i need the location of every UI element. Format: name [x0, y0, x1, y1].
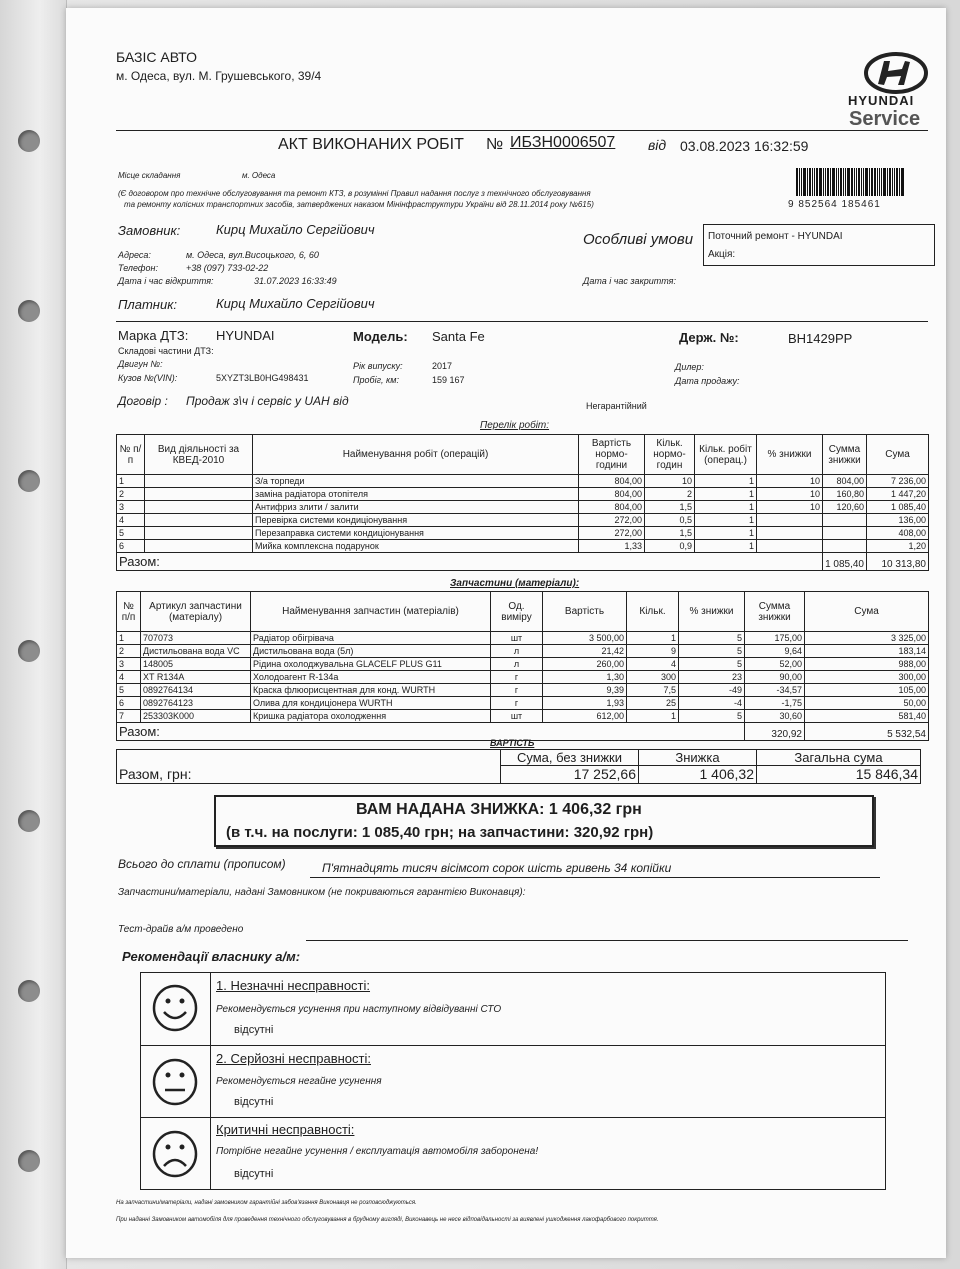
warranty-status: Негарантійний	[586, 401, 647, 411]
parts-cell: 581,40	[805, 710, 929, 723]
parts-cell: 1,93	[543, 697, 627, 710]
punch-hole	[18, 300, 40, 322]
parts-cell: 260,00	[543, 658, 627, 671]
discount-line1: ВАМ НАДАНА ЗНИЖКА: 1 406,32 грн	[356, 801, 642, 818]
footer-line2: При наданні Замовником автомобіля для проведення технічного обслуговування в брудному вигляді, Виконавець не несе відповідальності за виявлені ушкодження лакофарбового покриття.	[116, 1217, 659, 1223]
contract-value: Продаж з\ч і сервіс у UAH від	[186, 394, 349, 408]
parts-cell: шт	[491, 632, 543, 645]
works-cell: 2	[645, 488, 695, 501]
closed-label: Дата і час закриття:	[583, 276, 676, 286]
works-cell: 1 447,20	[867, 488, 929, 501]
parts-header: Кільк.	[627, 592, 679, 632]
works-cell	[145, 488, 253, 501]
works-cell: заміна радіатора отопітеля	[253, 488, 579, 501]
works-cell: 120,60	[823, 501, 867, 514]
cost-discount: 1 406,32	[639, 766, 757, 784]
parts-cell: 4	[627, 658, 679, 671]
punch-hole	[18, 980, 40, 1002]
parts-cell: 300	[627, 671, 679, 684]
barcode-bar	[865, 168, 868, 196]
parts-header: Вартість	[543, 592, 627, 632]
works-header: Кільк. нормо-годин	[645, 435, 695, 475]
parts-cell: -4	[679, 697, 745, 710]
legal-note-line2: та ремонту колісних транспортних засобів, затверджених наказом Мінінфраструктури України від 28.11.2014 року №615)	[124, 200, 594, 209]
company-address: м. Одеса, вул. М. Грушевського, 39/4	[116, 69, 322, 83]
payer-label: Платник:	[118, 297, 177, 312]
works-cell: 1	[695, 540, 757, 553]
works-cell: 804,00	[579, 475, 645, 488]
barcode-bar	[896, 168, 898, 196]
barcode-bar	[803, 168, 806, 196]
barcode-bar	[801, 168, 802, 196]
punch-hole	[18, 130, 40, 152]
works-cell: 0,5	[645, 514, 695, 527]
rec-critical-desc: Потрібне негайне усунення / експлуатація автомобіля заборонена!	[216, 1146, 539, 1157]
barcode-bar	[845, 168, 846, 196]
cost-header-discount: Знижка	[639, 750, 757, 766]
parts-cell: 253303K000	[141, 710, 251, 723]
parts-header: % знижки	[679, 592, 745, 632]
works-total-discount: 1 085,40	[823, 553, 867, 571]
parts-header: Сума	[805, 592, 929, 632]
parts-cell: 0892764134	[141, 684, 251, 697]
barcode-bar	[892, 168, 893, 196]
barcode-bar	[819, 168, 822, 196]
works-header: % знижки	[757, 435, 823, 475]
punch-hole	[18, 1150, 40, 1172]
works-cell: Перевірка системи кондиціонування	[253, 514, 579, 527]
parts-total-discount: 320,92	[745, 723, 805, 741]
barcode-bar	[883, 168, 886, 196]
works-cell: 1	[695, 501, 757, 514]
barcode-bar	[894, 168, 895, 196]
works-cell: 804,00	[823, 475, 867, 488]
works-cell: 408,00	[867, 527, 929, 540]
parts-cell: Рідина охолоджувальна GLACELF PLUS G11	[251, 658, 491, 671]
model-value: Santa Fe	[432, 329, 485, 344]
works-caption: Перелік робіт:	[480, 420, 550, 431]
works-cell: 1 085,40	[867, 501, 929, 514]
rec-serious-value: відсутні	[234, 1096, 274, 1108]
binder-strip	[0, 0, 67, 1269]
plate-value: ВН1429РР	[788, 331, 853, 346]
cost-table	[116, 749, 921, 784]
parts-header: Од. виміру	[491, 592, 543, 632]
promo-label: Акція:	[708, 249, 736, 260]
works-header: Вартість нормо-години	[579, 435, 645, 475]
parts-row	[117, 632, 929, 645]
works-cell: 4	[117, 514, 145, 527]
barcode-bar	[863, 168, 864, 196]
barcode-bar	[825, 168, 826, 196]
contract-label: Договір :	[118, 394, 168, 408]
barcode-bar	[812, 168, 813, 196]
parts-caption: Запчастини (матеріали):	[450, 578, 580, 589]
parts-cell: 0892764123	[141, 697, 251, 710]
cost-header-nodiscount: Сума, без знижки	[501, 750, 639, 766]
parts-row	[117, 658, 929, 671]
parts-cell: 9	[627, 645, 679, 658]
rec-minor-desc: Рекомендується усунення при наступному відвідуванні СТО	[216, 1004, 502, 1015]
parts-cell: -34,57	[745, 684, 805, 697]
rec-serious-desc: Рекомендується негайне усунення	[216, 1076, 382, 1087]
barcode-bar	[887, 168, 888, 196]
vin-label: Кузов №(VIN):	[118, 373, 178, 383]
parts-table	[116, 591, 929, 741]
discount-line2: (в т.ч. на послуги: 1 085,40 грн; на запчастини: 320,92 грн)	[226, 824, 654, 841]
brand-service: Service	[849, 108, 921, 130]
parts-cell: 1	[117, 632, 141, 645]
works-cell	[757, 527, 823, 540]
barcode-bar	[877, 168, 878, 196]
address-value: м. Одеса, вул.Висоцького, 6, 60	[186, 250, 319, 260]
works-cell: 10	[645, 475, 695, 488]
parts-label: Складові частини ДТЗ:	[118, 346, 214, 356]
works-cell: 804,00	[579, 488, 645, 501]
parts-cell: 6	[117, 697, 141, 710]
parts-cell: 9,64	[745, 645, 805, 658]
works-cell	[823, 514, 867, 527]
parts-cell: 9,39	[543, 684, 627, 697]
parts-cell: 3 325,00	[805, 632, 929, 645]
works-header: № п/п	[117, 435, 145, 475]
year-value: 2017	[432, 361, 453, 371]
works-table	[116, 434, 929, 571]
works-cell	[757, 540, 823, 553]
barcode-bar	[843, 168, 844, 196]
parts-cell: шт	[491, 710, 543, 723]
works-row	[117, 501, 929, 514]
parts-cell: 707073	[141, 632, 251, 645]
works-header: Вид діяльності за КВЕД-2010	[145, 435, 253, 475]
phone-value: +38 (097) 733-02-22	[186, 263, 269, 273]
works-row	[117, 488, 929, 501]
works-cell: 804,00	[579, 501, 645, 514]
opened-value: 31.07.2023 16:33:49	[254, 276, 337, 286]
address-label: Адреса:	[118, 250, 151, 260]
works-header: Сума	[867, 435, 929, 475]
payment-value: П'ятнадцять тисяч вісімсот сорок шість гривень 34 копійки	[322, 861, 672, 875]
rec-critical-title: Критичні несправності:	[216, 1122, 355, 1137]
parts-header: Сумма знижки	[745, 592, 805, 632]
parts-cell: 183,14	[805, 645, 929, 658]
works-cell: 2	[117, 488, 145, 501]
barcode-bar	[816, 168, 818, 196]
parts-cell: Холодоагент R-134а	[251, 671, 491, 684]
works-total-sum: 10 313,80	[867, 553, 929, 571]
barcode-bar	[881, 168, 882, 196]
make-value: HYUNDAI	[216, 328, 275, 343]
barcode-bar	[879, 168, 880, 196]
parts-cell: 1	[627, 632, 679, 645]
barcode-bar	[809, 168, 811, 196]
parts-cell: г	[491, 697, 543, 710]
recommendations-title: Рекомендації власнику а/м:	[122, 949, 301, 964]
parts-cell: 7,5	[627, 684, 679, 697]
parts-header: Найменування запчастин (матеріалів)	[251, 592, 491, 632]
parts-total-label: Разом:	[117, 723, 745, 741]
vin-value: 5XYZT3LB0HG498431	[216, 373, 309, 383]
works-cell: Мийка комплексна подарунок	[253, 540, 579, 553]
sad-face-icon	[152, 1130, 198, 1178]
barcode-bar	[874, 168, 876, 196]
parts-cell: 5	[679, 710, 745, 723]
barcode-digits: 9 852564 185461	[788, 199, 881, 210]
parts-cell: Краска флюорисцентная для конд. WURTH	[251, 684, 491, 697]
works-cell: 1	[695, 475, 757, 488]
parts-cell: Олива для кондиціонера WURTH	[251, 697, 491, 710]
barcode-bar	[840, 168, 842, 196]
parts-cell: 25	[627, 697, 679, 710]
parts-cell: 148005	[141, 658, 251, 671]
barcode-bar	[796, 168, 798, 196]
works-total-label: Разом:	[117, 553, 823, 571]
barcode-bar	[838, 168, 839, 196]
customer-label: Замовник:	[118, 223, 181, 238]
parts-cell: 4	[117, 671, 141, 684]
works-cell: 272,00	[579, 514, 645, 527]
footer-line1: На запчастини/матеріали, надані замовником гарантійні забов'язання Виконавця не розповсюджуються.	[116, 1200, 417, 1206]
works-cell: 1,33	[579, 540, 645, 553]
cost-header-total: Загальна сума	[757, 750, 921, 766]
works-cell	[145, 475, 253, 488]
parts-cell: 3	[117, 658, 141, 671]
parts-cell: 5	[679, 645, 745, 658]
parts-cell: 5	[679, 658, 745, 671]
parts-cell: 105,00	[805, 684, 929, 697]
neutral-face-icon	[152, 1058, 198, 1106]
works-cell: 6	[117, 540, 145, 553]
cost-row-label: Разом, грн:	[117, 766, 501, 784]
legal-note-line1: (Є договором про технічне обслуговування та ремонт КТЗ, в розумінні Правил надання послуг з технічного обслуговування	[118, 189, 591, 198]
parts-cell: л	[491, 645, 543, 658]
document-page	[66, 8, 946, 1258]
works-cell: 1	[695, 527, 757, 540]
works-cell: 0,9	[645, 540, 695, 553]
works-cell	[823, 527, 867, 540]
test-drive-label: Тест-драйв а/м проведено	[118, 924, 244, 935]
barcode-bar	[856, 168, 857, 196]
parts-cell: Радіатор обігрівача	[251, 632, 491, 645]
parts-cell: -49	[679, 684, 745, 697]
parts-cell: 50,00	[805, 697, 929, 710]
parts-cell: г	[491, 671, 543, 684]
parts-row	[117, 684, 929, 697]
mileage-label: Пробіг, км:	[353, 375, 399, 385]
act-number-label: №	[486, 136, 504, 153]
works-header: Найменування робіт (операцій)	[253, 435, 579, 475]
works-cell: 5	[117, 527, 145, 540]
parts-cell: 52,00	[745, 658, 805, 671]
customer-parts-note: Запчастини/матеріали, надані Замовником (не покриваються гарантією Виконавця):	[118, 887, 526, 898]
works-header: Сумма знижки	[823, 435, 867, 475]
company-name: БАЗІС АВТО	[116, 49, 197, 65]
parts-row	[117, 645, 929, 658]
works-row	[117, 514, 929, 527]
parts-cell: 988,00	[805, 658, 929, 671]
parts-row	[117, 710, 929, 723]
special-label: Особливі умови	[583, 231, 694, 248]
works-row	[117, 527, 929, 540]
barcode-bar	[830, 168, 831, 196]
works-cell: 1	[695, 488, 757, 501]
payer-name: Кирц Михайло Сергійович	[216, 296, 375, 311]
place-label: Місце складання	[118, 171, 181, 180]
barcode-bar	[901, 168, 904, 196]
place-value: м. Одеса	[242, 171, 276, 180]
act-date: 03.08.2023 16:32:59	[680, 138, 809, 154]
hyundai-logo-icon	[864, 52, 928, 94]
works-cell: 10	[757, 501, 823, 514]
parts-cell: 300,00	[805, 671, 929, 684]
rec-minor-title: 1. Незначні несправності:	[216, 978, 371, 993]
works-cell: 3	[117, 501, 145, 514]
parts-cell: 2	[117, 645, 141, 658]
dealer-label: Дилер:	[675, 362, 704, 372]
barcode-bar	[899, 168, 900, 196]
barcode-bar	[889, 168, 891, 196]
payment-label: Всього до сплати (прописом)	[118, 857, 286, 871]
year-label: Рік випуску:	[353, 361, 403, 371]
works-row	[117, 540, 929, 553]
works-cell: Перезаправка системи кондиціонування	[253, 527, 579, 540]
works-cell	[757, 514, 823, 527]
barcode-bar	[823, 168, 824, 196]
parts-cell: 1	[627, 710, 679, 723]
act-date-label: від	[648, 137, 667, 153]
works-cell	[145, 527, 253, 540]
barcode-bar	[827, 168, 829, 196]
make-label: Марка ДТЗ:	[118, 328, 189, 343]
works-cell: 10	[757, 488, 823, 501]
barcode	[796, 168, 905, 196]
parts-cell: XT R134A	[141, 671, 251, 684]
parts-cell: Дистильована вода VC	[141, 645, 251, 658]
barcode-bar	[836, 168, 837, 196]
act-title: АКТ ВИКОНАНИХ РОБІТ	[278, 136, 464, 153]
model-label: Модель:	[353, 329, 408, 344]
barcode-bar	[851, 168, 853, 196]
works-cell: 1,5	[645, 501, 695, 514]
cost-nodiscount: 17 252,66	[501, 766, 639, 784]
barcode-bar	[854, 168, 855, 196]
parts-cell: 5	[117, 684, 141, 697]
engine-label: Двигун №:	[118, 359, 163, 369]
parts-cell: Кришка радіатора охолодження	[251, 710, 491, 723]
barcode-bar	[861, 168, 862, 196]
parts-cell: 23	[679, 671, 745, 684]
mileage-value: 159 167	[432, 375, 465, 385]
barcode-bar	[858, 168, 860, 196]
parts-cell: -1,75	[745, 697, 805, 710]
rec-critical-value: відсутні	[234, 1168, 274, 1180]
smile-face-icon	[152, 984, 198, 1032]
parts-cell: 30,60	[745, 710, 805, 723]
works-cell	[145, 540, 253, 553]
punch-hole	[18, 470, 40, 492]
sale-date-label: Дата продажу:	[675, 376, 740, 386]
works-cell: 160,80	[823, 488, 867, 501]
works-cell: 136,00	[867, 514, 929, 527]
parts-cell: Дистильована вода (5л)	[251, 645, 491, 658]
act-number: ИБЗН0006507	[510, 134, 616, 151]
parts-cell: 1,30	[543, 671, 627, 684]
parts-cell: 5	[679, 632, 745, 645]
parts-cell: 175,00	[745, 632, 805, 645]
barcode-bar	[869, 168, 870, 196]
parts-row	[117, 671, 929, 684]
works-cell: 272,00	[579, 527, 645, 540]
parts-cell: 612,00	[543, 710, 627, 723]
parts-cell: л	[491, 658, 543, 671]
works-cell	[145, 501, 253, 514]
brand-name: HYUNDAI	[848, 93, 915, 108]
barcode-bar	[814, 168, 815, 196]
works-cell	[823, 540, 867, 553]
rec-serious-title: 2. Серйозні несправності:	[216, 1051, 371, 1066]
works-cell: 1	[117, 475, 145, 488]
punch-hole	[18, 640, 40, 662]
parts-row	[117, 697, 929, 710]
special-value: Поточний ремонт - HYUNDAI	[708, 231, 843, 242]
works-cell: Антифриз злити / залити	[253, 501, 579, 514]
barcode-bar	[807, 168, 808, 196]
parts-header: № п/п	[117, 592, 141, 632]
parts-cell: г	[491, 684, 543, 697]
plate-label: Держ. №:	[679, 330, 739, 345]
barcode-bar	[847, 168, 850, 196]
parts-cell: 90,00	[745, 671, 805, 684]
opened-label: Дата і час відкриття:	[118, 276, 214, 286]
parts-cell: 3 500,00	[543, 632, 627, 645]
parts-header: Артикул запчастини (матеріалу)	[141, 592, 251, 632]
works-cell: 7 236,00	[867, 475, 929, 488]
phone-label: Телефон:	[118, 263, 158, 273]
works-row	[117, 475, 929, 488]
parts-cell: 21,42	[543, 645, 627, 658]
rec-minor-value: відсутні	[234, 1024, 274, 1036]
customer-name: Кирц Михайло Сергійович	[216, 222, 375, 237]
works-cell: З/а торпеди	[253, 475, 579, 488]
works-cell	[145, 514, 253, 527]
punch-hole	[18, 810, 40, 832]
works-cell: 1,5	[645, 527, 695, 540]
cost-caption: ВАРТІСТЬ	[490, 738, 535, 748]
works-header: Кільк. робіт (операц.)	[695, 435, 757, 475]
works-cell: 1	[695, 514, 757, 527]
cost-total: 15 846,34	[757, 766, 921, 784]
parts-total-sum: 5 532,54	[805, 723, 929, 741]
barcode-bar	[832, 168, 835, 196]
barcode-bar	[871, 168, 873, 196]
barcode-bar	[799, 168, 800, 196]
works-cell: 1,20	[867, 540, 929, 553]
parts-cell: 7	[117, 710, 141, 723]
works-cell: 10	[757, 475, 823, 488]
